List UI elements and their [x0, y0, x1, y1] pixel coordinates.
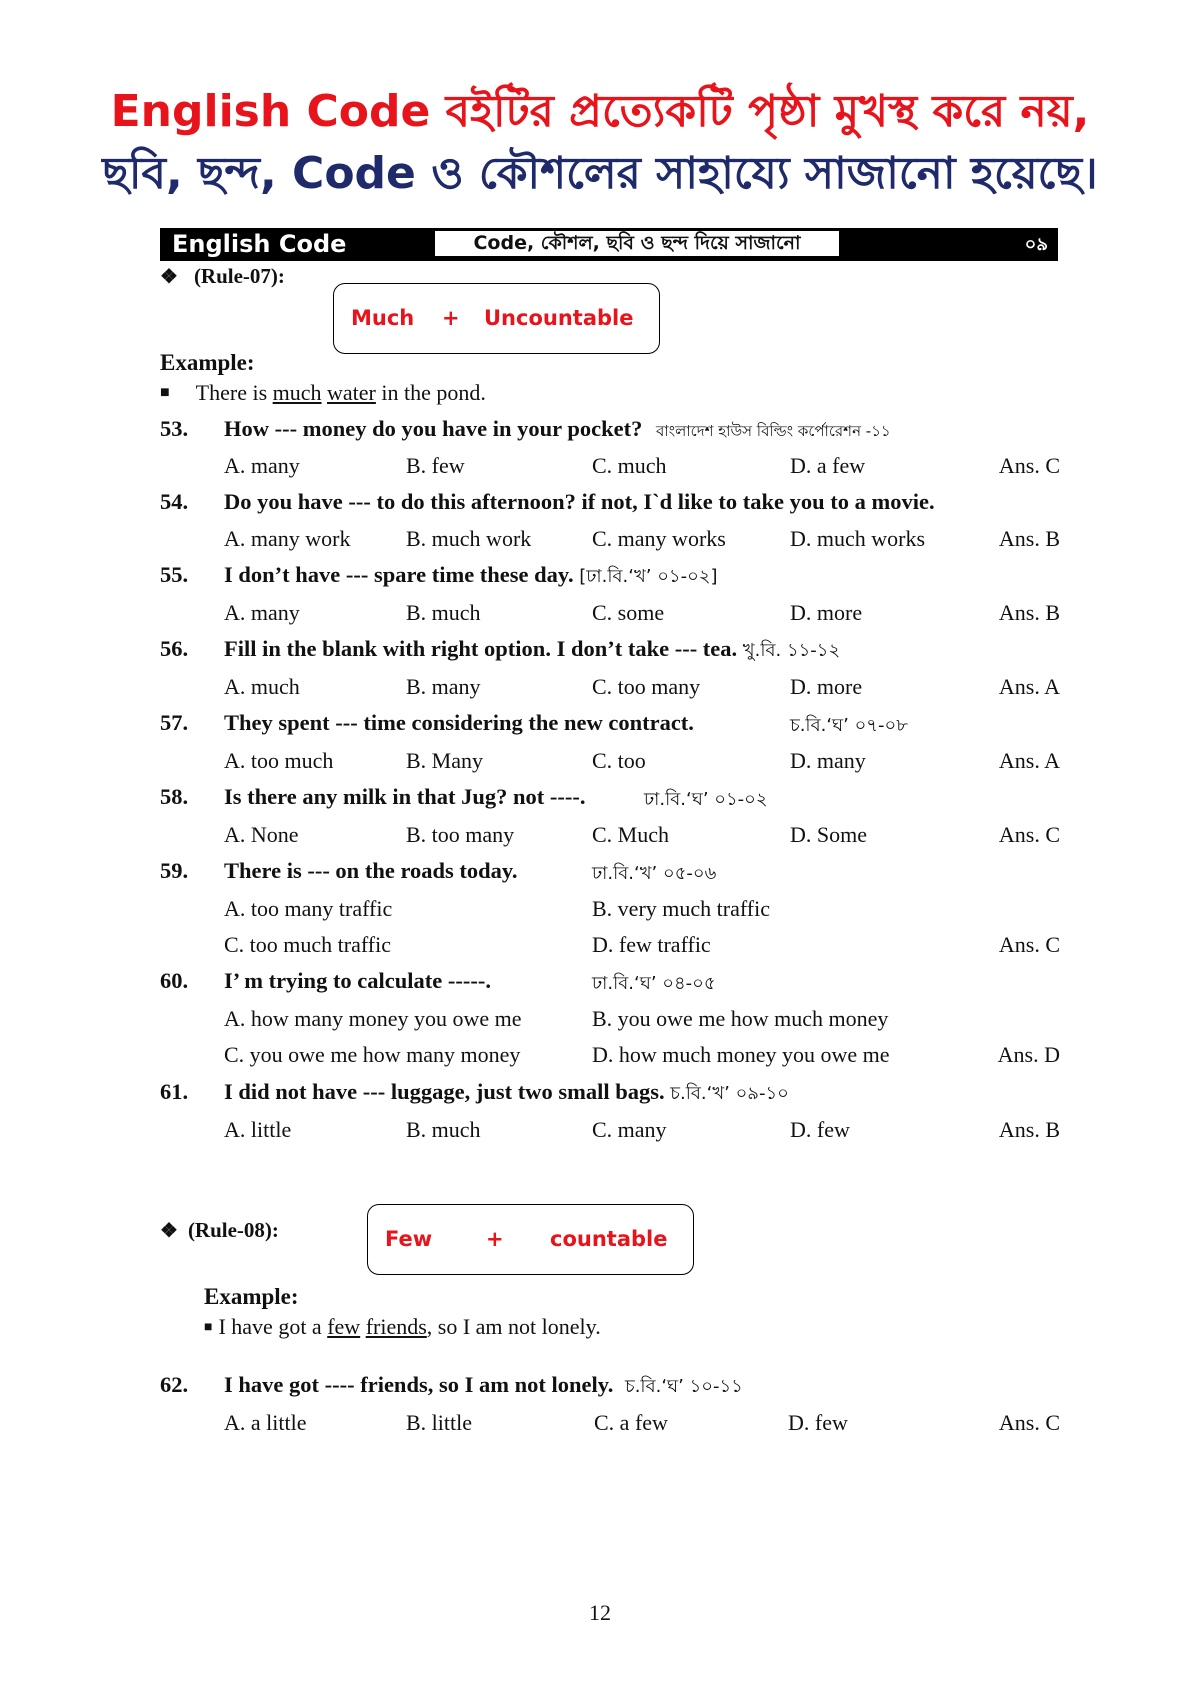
diamond-bullet-icon: ❖ — [160, 1220, 178, 1242]
answer: Ans. C — [998, 453, 1060, 478]
option-b: B. little — [406, 1410, 472, 1435]
question-stem: I did not have --- luggage, just two small bags. — [224, 1079, 665, 1104]
option-d: D. more — [790, 674, 863, 699]
header-subtitle: Code, কৌশল, ছবি ও ছন্দ দিয়ে সাজানো — [434, 230, 840, 257]
option-d: D. few — [788, 1410, 848, 1435]
options-61 — [224, 1117, 1060, 1147]
option-c: C. a few — [594, 1410, 668, 1435]
rule-07-box-plus: + — [442, 306, 460, 330]
question-number: 60. — [160, 968, 189, 993]
answer: Ans. B — [998, 526, 1060, 551]
banner-text-bn: বইটির প্রত্যেকটি পৃষ্ঠা মুখস্থ করে নয়, — [430, 86, 1090, 137]
option-a: A. None — [224, 822, 299, 847]
example-text: in the pond. — [375, 380, 486, 405]
option-a: A. too much — [224, 748, 334, 773]
question-source: [ঢা.বি.‘খ’ ০১-০২] — [579, 566, 718, 587]
rule-08-example-heading: Example: — [204, 1284, 299, 1309]
options-62 — [224, 1410, 1060, 1440]
square-bullet-icon: ■ — [204, 1320, 213, 1335]
options-60-row-1 — [224, 1006, 1060, 1036]
question-text — [224, 1372, 743, 1403]
banner-text-b: ও কৌশলের সাহায্যে সাজানো হয়েছে। — [415, 148, 1098, 199]
example-text: There is — [195, 380, 273, 405]
answer: Ans. A — [998, 748, 1060, 773]
rule-08-box — [367, 1204, 694, 1275]
question-57 — [160, 710, 1060, 742]
question-53 — [160, 416, 1060, 448]
options-53 — [224, 453, 1060, 483]
options-56 — [224, 674, 1060, 704]
options-60-row-2 — [224, 1042, 1060, 1072]
option-d: D. few traffic — [592, 932, 711, 957]
banner-code-word: Code — [292, 148, 416, 199]
question-60 — [160, 968, 1060, 1000]
question-stem: How --- money do you have in your pocket? — [224, 416, 643, 441]
question-stem: Fill in the blank with right option. I don’t take --- tea. — [224, 636, 738, 661]
question-59 — [160, 858, 1060, 890]
answer: Ans. C — [998, 822, 1060, 847]
question-text — [224, 636, 840, 667]
option-b: B. few — [406, 453, 465, 478]
option-b: B. too many — [406, 822, 515, 847]
question-source: ঢা.বি.‘ঘ’ ০১-০২ — [644, 789, 768, 810]
rule-08-heading — [160, 1218, 279, 1243]
option-b: B. much — [406, 600, 481, 625]
option-a: A. too many traffic — [224, 896, 393, 921]
rule-08-box-right: countable — [550, 1227, 668, 1251]
page-header-bar — [160, 228, 1058, 261]
rule-07-box-left: Much — [351, 306, 415, 330]
banner-title-en: English Code — [110, 86, 431, 137]
answer: Ans. C — [998, 932, 1060, 957]
option-b: B. you owe me how much money — [592, 1006, 889, 1031]
answer: Ans. C — [998, 1410, 1060, 1435]
example-text: , so I am not lonely. — [426, 1314, 601, 1339]
question-number: 58. — [160, 784, 189, 809]
option-a: A. how many money you owe me — [224, 1006, 522, 1031]
option-d: D. much works — [790, 526, 926, 551]
question-number: 57. — [160, 710, 189, 735]
rule-07-label: (Rule-07): — [193, 264, 285, 288]
question-source: চ.বি.‘ঘ’ ০৭-০৮ — [790, 715, 908, 736]
question-number: 54. — [160, 489, 189, 514]
answer: Ans. A — [998, 674, 1060, 699]
option-a: A. little — [224, 1117, 292, 1142]
question-source: চ.বি.‘খ’ ০৯-১০ — [670, 1083, 789, 1104]
example-underlined-word: much — [272, 380, 322, 405]
example-underlined-word: friends — [365, 1314, 427, 1339]
rule-07-example — [160, 380, 486, 406]
rule-08-label: (Rule-08): — [187, 1218, 279, 1242]
question-text — [224, 562, 718, 593]
page-number: 12 — [589, 1600, 611, 1625]
option-b: B. many — [406, 674, 481, 699]
answer: Ans. B — [998, 1117, 1060, 1142]
question-number: 62. — [160, 1372, 189, 1397]
option-d: D. a few — [790, 453, 866, 478]
header-page-number: ০৯ — [1024, 234, 1048, 255]
option-b: B. much work — [406, 526, 532, 551]
question-58 — [160, 784, 1060, 816]
question-55 — [160, 562, 1060, 594]
option-c: C. many works — [592, 526, 726, 551]
option-c: C. some — [592, 600, 665, 625]
square-bullet-icon: ■ — [160, 384, 170, 401]
question-source: ঢা.বি.‘খ’ ০৫-০৬ — [592, 863, 717, 884]
option-a: A. much — [224, 674, 300, 699]
option-d: D. Some — [790, 822, 867, 847]
option-a: A. many work — [224, 526, 351, 551]
question-text: They spent --- time considering the new contract. — [224, 710, 694, 735]
option-a: A. many — [224, 600, 300, 625]
example-underlined-word: few — [327, 1314, 361, 1339]
option-d: D. more — [790, 600, 863, 625]
rule-08-box-plus: + — [486, 1227, 504, 1251]
question-number: 55. — [160, 562, 189, 587]
question-number: 56. — [160, 636, 189, 661]
question-text: I’ m trying to calculate -----. — [224, 968, 491, 993]
question-text: Do you have --- to do this afternoon? if not, I`d like to take you to a movie. — [224, 489, 935, 514]
question-number: 59. — [160, 858, 189, 883]
question-text: There is --- on the roads today. — [224, 858, 518, 883]
answer: Ans. B — [998, 600, 1060, 625]
banner-line-2 — [0, 140, 1200, 213]
question-62 — [160, 1372, 1060, 1404]
option-c: C. too many — [592, 674, 701, 699]
diamond-bullet-icon: ❖ — [160, 266, 178, 288]
question-text — [224, 1079, 789, 1110]
options-58 — [224, 822, 1060, 852]
question-number: 61. — [160, 1079, 189, 1104]
rule-07-box-right: Uncountable — [484, 306, 634, 330]
option-c: C. too much traffic — [224, 932, 391, 957]
question-number: 53. — [160, 416, 189, 441]
option-b: B. very much traffic — [592, 896, 770, 921]
options-55 — [224, 600, 1060, 630]
answer: Ans. D — [997, 1042, 1060, 1067]
question-source: বাংলাদেশ হাউস বিল্ডিং কর্পোরেশন -১১ — [655, 422, 891, 440]
option-b: B. Many — [406, 748, 483, 773]
option-d: D. many — [790, 748, 866, 773]
options-59-row-2 — [224, 932, 1060, 962]
options-59-row-1 — [224, 896, 1060, 926]
rule-08-example — [204, 1314, 601, 1340]
option-a: A. many — [224, 453, 300, 478]
options-54 — [224, 526, 1060, 556]
question-text — [224, 416, 891, 445]
option-d: D. how much money you owe me — [592, 1042, 890, 1067]
question-source: ঢা.বি.‘ঘ’ ০৪-০৫ — [592, 973, 716, 994]
options-57 — [224, 748, 1060, 778]
option-c: C. Much — [592, 822, 669, 847]
rule-07-box — [333, 283, 660, 354]
option-a: A. a little — [224, 1410, 307, 1435]
rule-07-heading — [160, 264, 285, 289]
option-d: D. few — [790, 1117, 850, 1142]
example-text: I have got a — [218, 1314, 328, 1339]
question-56 — [160, 636, 1060, 668]
question-source: চ.বি.‘ঘ’ ১০-১১ — [625, 1376, 743, 1397]
option-c: C. you owe me how many money — [224, 1042, 521, 1067]
question-54 — [160, 489, 1060, 521]
question-stem: I don’t have --- spare time these day. — [224, 562, 574, 587]
option-c: C. much — [592, 453, 667, 478]
question-61 — [160, 1079, 1060, 1111]
question-source: খু.বি. ১১-১২ — [742, 640, 841, 661]
question-stem: I have got ---- friends, so I am not lonely. — [224, 1372, 614, 1397]
option-b: B. much — [406, 1117, 481, 1142]
rule-08-box-left: Few — [385, 1227, 433, 1251]
banner-text-a: ছবি, ছন্দ, — [102, 148, 293, 199]
header-book-title: English Code — [172, 230, 347, 258]
question-text: Is there any milk in that Jug? not ----. — [224, 784, 586, 809]
option-c: C. too — [592, 748, 646, 773]
example-underlined-word: water — [327, 380, 376, 405]
rule-07-example-heading: Example: — [160, 350, 255, 375]
option-c: C. many — [592, 1117, 667, 1142]
